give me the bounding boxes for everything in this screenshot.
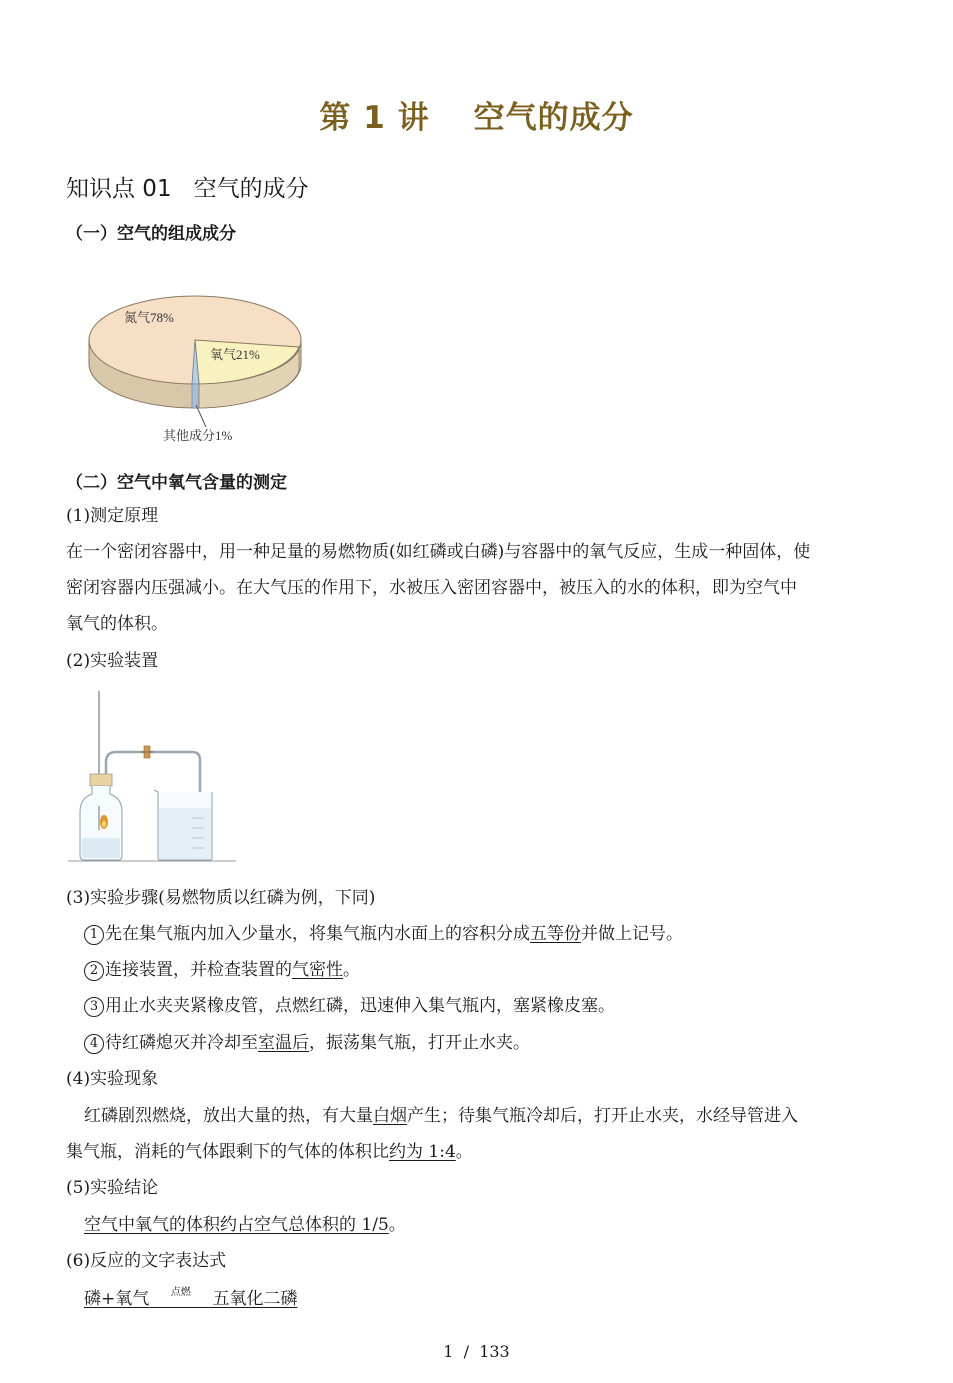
step-number-3: 3 (84, 997, 104, 1017)
answer-underline: 空气中氧气的体积约占空气总体积的 1/5 (84, 1215, 389, 1235)
equation-product: 五氧化二磷 (212, 1289, 298, 1309)
pie-slice-other-side (192, 384, 199, 408)
apparatus-heading: (2)实验装置 (66, 651, 159, 671)
answer-underline: 室温后 (258, 1033, 309, 1053)
step-2: 2 连接装置，并检查装置的气密性。 (84, 952, 360, 988)
equation-condition: 点燃 (170, 1287, 191, 1298)
principle-heading: (1)测定原理 (66, 506, 159, 526)
steps-heading: (3)实验步骤(易燃物质以红磷为例，下同) (66, 888, 376, 908)
conclusion-heading: (5)实验结论 (66, 1178, 159, 1198)
page-footer: 1 / 133 (443, 1342, 510, 1361)
principle-line-2: 密闭容器内压强减小。在大气压的作用下，水被压入密团容器中，被压入的水的体积，即为空气中 (66, 578, 797, 598)
phenomenon-line-1: 红磷剧烈燃烧，放出大量的热，有大量白烟产生；待集气瓶冷却后，打开止水夹，水经导管进入 (84, 1106, 798, 1126)
rubber-stopper (90, 774, 112, 786)
word-equation (84, 1281, 298, 1320)
lecture-number: 第 1 讲 (319, 100, 430, 136)
pie-label-oxygen: 氧气21% (210, 347, 260, 362)
step-1: 1 先在集气瓶内加入少量水，将集气瓶内水面上的容积分成五等份并做上记号。 (84, 916, 683, 952)
total-pages: 133 (479, 1342, 510, 1361)
principle-line-3: 氧气的体积。 (66, 614, 168, 634)
word-equation-underline (84, 1289, 298, 1309)
phenomenon-heading: (4)实验现象 (66, 1069, 159, 1089)
equation-heading: (6)反应的文字表达式 (66, 1251, 227, 1271)
principle-line-1: 在一个密闭容器中，用一种足量的易燃物质(如红磷或白磷)与容器中的氧气反应，生成一种固体，使 (66, 542, 811, 562)
step-number-1: 1 (84, 925, 104, 945)
lecture-topic: 空气的成分 (473, 100, 634, 136)
section2-heading: （二）空气中氧气含量的测定 (66, 473, 287, 493)
phenomenon-line-2: 集气瓶，消耗的气体跟剩下的气体的体积比约为 1:4。 (66, 1142, 473, 1162)
step-3: 3 用止水夹夹紧橡皮管，点燃红磷，迅速伸入集气瓶内，塞紧橡皮塞。 (84, 988, 615, 1024)
answer-underline: 五等份 (530, 924, 581, 944)
experiment-apparatus-figure (66, 688, 256, 873)
step-4: 4 待红磷熄灭并冷却至室温后，振荡集气瓶，打开止水夹。 (84, 1025, 530, 1061)
step-number-2: 2 (84, 961, 104, 981)
knowledge-point-label: 知识点 01 (66, 176, 172, 202)
answer-underline: 约为 1:4 (389, 1142, 456, 1162)
answer-underline: 气密性 (292, 960, 343, 980)
pie-label-nitrogen: 氮气78% (124, 310, 174, 325)
conclusion-line: 空气中氧气的体积约占空气总体积的 1/5。 (84, 1215, 406, 1235)
equation-reactants: 磷+氧气 (84, 1289, 150, 1309)
current-page: 1 (443, 1342, 454, 1361)
air-composition-pie-figure (66, 255, 316, 455)
knowledge-point-heading (66, 170, 309, 203)
step-number-4: 4 (84, 1034, 104, 1054)
pie-label-other: 其他成分1% (163, 428, 233, 443)
answer-underline: 白烟 (373, 1106, 407, 1126)
section1-heading: （一）空气的组成成分 (66, 224, 236, 244)
knowledge-point-name: 空气的成分 (193, 176, 309, 202)
page-title (0, 92, 953, 137)
